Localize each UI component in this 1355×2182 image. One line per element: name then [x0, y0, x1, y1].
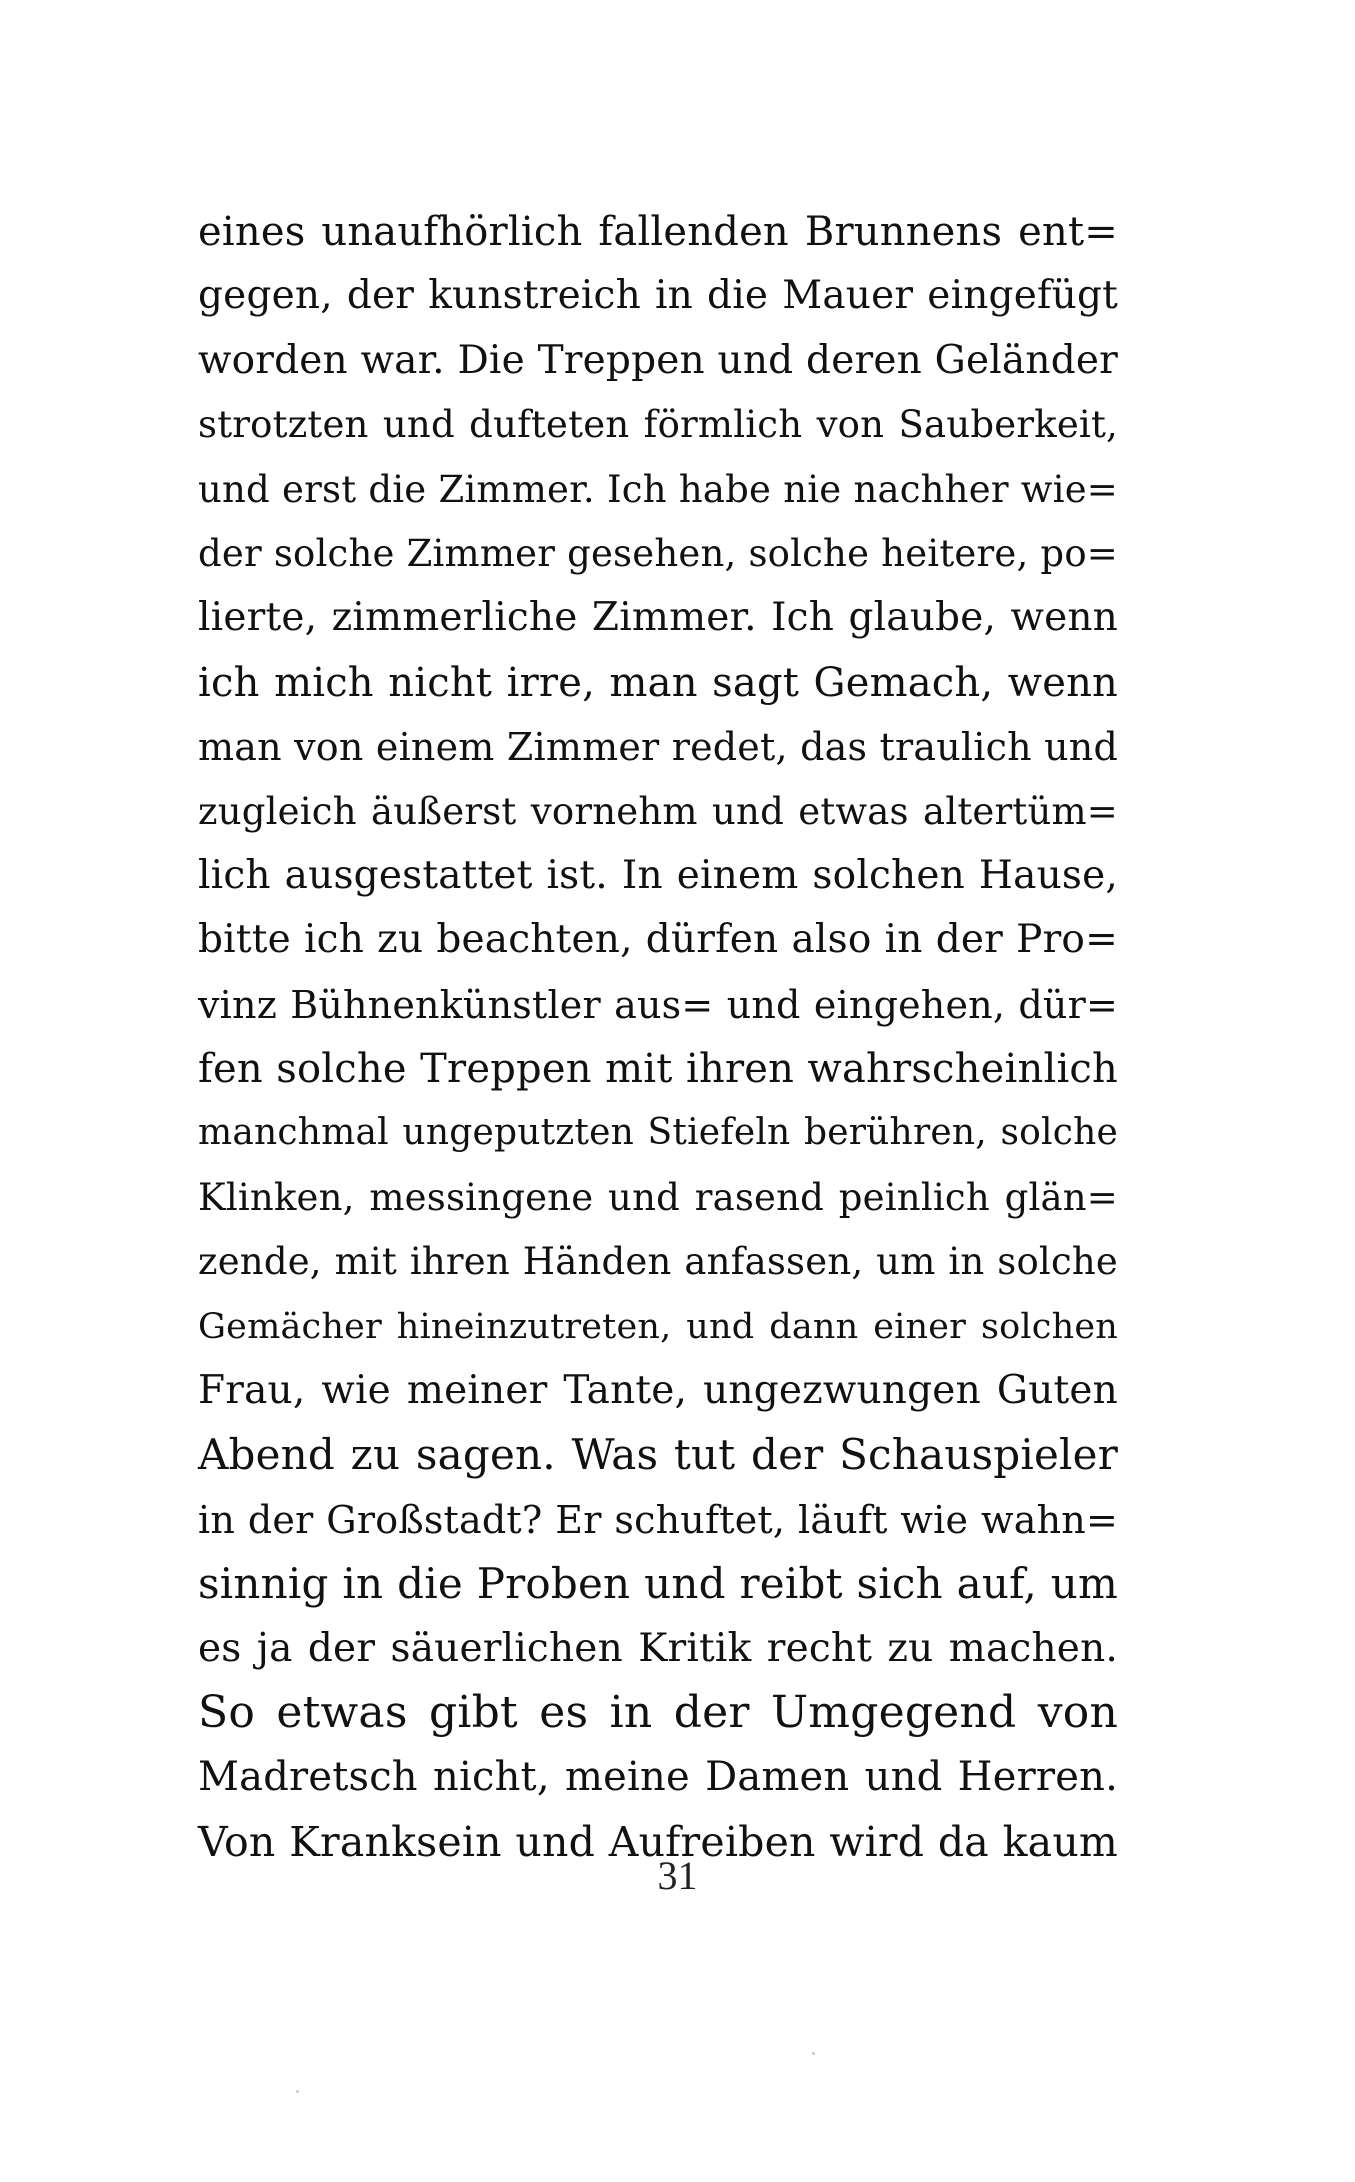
body-text: [198, 200, 1118, 1874]
page-number: 31: [657, 1853, 698, 1898]
text-line: vinz Bühnenkünstler aus= und eingehen, dür=: [198, 982, 1118, 1027]
text-line: bitte ich zu beachten, dürfen also in der Pro=: [198, 917, 1118, 963]
text-line: lich ausgestattet ist. In einem solchen Hause,: [198, 852, 1118, 898]
text-line: Von Kranksein und Aufreiben wird da kaum: [198, 1817, 1118, 1866]
text-line: und erst die Zimmer. Ich habe nie nachher wie=: [198, 467, 1118, 511]
text-line: zende, mit ihren Händen anfassen, um in solche: [198, 1240, 1118, 1284]
text-line: der solche Zimmer gesehen, solche heitere, po=: [198, 531, 1118, 575]
text-line: Abend zu sagen. Was tut der Schauspieler: [198, 1430, 1118, 1480]
text-line: worden war. Die Treppen und deren Geländer: [198, 337, 1118, 383]
text-line: ich mich nicht irre, man sagt Gemach, wenn: [198, 659, 1118, 706]
text-line: in der Großstadt? Er schuftet, läuft wie wahn=: [198, 1497, 1118, 1542]
text-line: Gemächer hineinzutreten, und dann einer solchen: [198, 1306, 1118, 1347]
text-line: zugleich äußerst vornehm und etwas altertüm=: [198, 789, 1118, 833]
paper-speck: [296, 2090, 299, 2093]
text-line: lierte, zimmerliche Zimmer. Ich glaube, wenn: [198, 595, 1118, 641]
text-line: man von einem Zimmer redet, das traulich und: [198, 725, 1118, 770]
text-line: Madretsch nicht, meine Damen und Herren.: [198, 1754, 1118, 1801]
text-line: strotzten und dufteten förmlich von Sauberkeit,: [198, 403, 1118, 447]
text-line: es ja der säuerlichen Kritik recht zu machen.: [198, 1625, 1118, 1671]
text-line: Klinken, messingene und rasend peinlich glän=: [198, 1175, 1118, 1219]
text-line: fen solche Treppen mit ihren wahrscheinlich: [198, 1046, 1118, 1093]
text-line: So etwas gibt es in der Umgegend von: [198, 1686, 1118, 1738]
text-line: manchmal ungeputzten Stiefeln berühren, solche: [198, 1112, 1118, 1154]
text-line: Frau, wie meiner Tante, ungezwungen Guten: [198, 1368, 1118, 1414]
text-line: gegen, der kunstreich in die Mauer eingefügt: [198, 273, 1118, 319]
text-line: sinnig in die Proben und reibt sich auf, um: [198, 1559, 1118, 1609]
paper-speck: [812, 2052, 815, 2055]
text-line: eines unaufhörlich fallenden Brunnens ent=: [198, 209, 1118, 255]
